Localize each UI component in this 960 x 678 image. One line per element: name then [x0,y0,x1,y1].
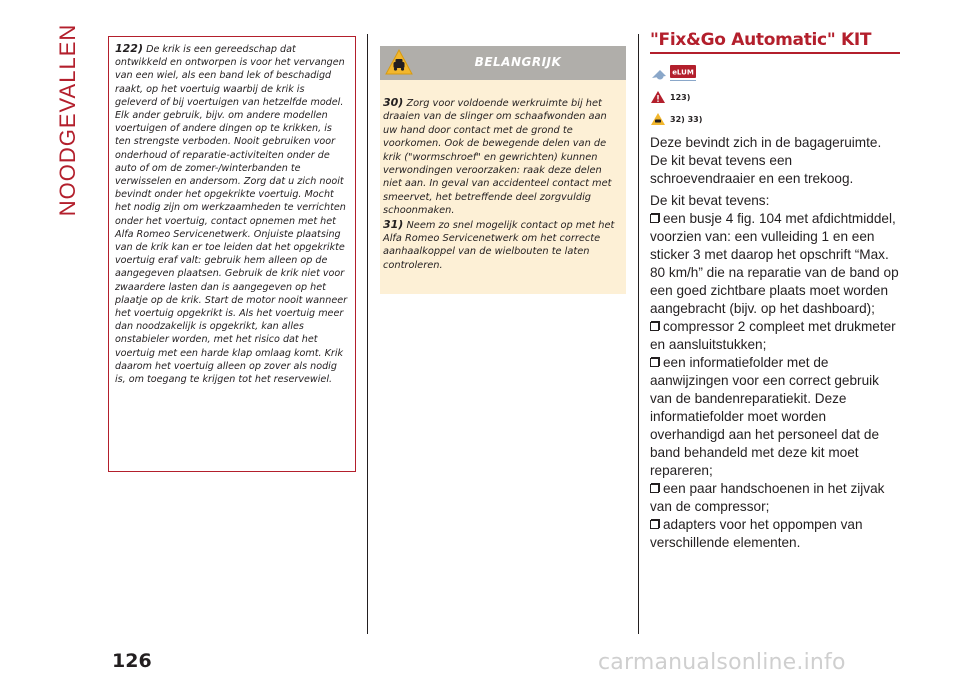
warning-ref: 123) [670,92,691,102]
intro-paragraph: Deze bevindt zich in de bagageruimte. De kit bevat tevens een schroevendraaier en een trekoog. [650,135,882,186]
yellow-car-warning-icon [650,112,666,126]
watermark: carmanualsonline.info [598,650,846,675]
checkbox-bullet-icon [650,214,659,223]
important-header [380,46,626,80]
checkbox-bullet-icon [650,484,659,493]
checkbox-bullet-icon [650,322,659,331]
important-ref-row [650,112,900,126]
warning-ref-row [650,90,900,104]
kit-item [650,210,900,318]
important-item-text: Zorg voor voldoende werkruimte bij het draaien van de slinger om schaafwonden aan uw hand door contact met de grond te voorkomen. Ook de bewegende delen van de krik ("wormschroef" en gewrichten) kunnen verwondingen veroorzaken: raak deze delen niet aan. In geval van accidenteel contact met smeervet, het betreffende deel zorgvuldig schoonmaken. [383,98,612,217]
important-body [380,80,626,272]
checkbox-bullet-icon [650,358,659,367]
kit-item-text: een paar handschoenen in het zijvak van de compressor; [650,481,885,514]
elum-badge-icon [650,64,698,82]
important-ref: 32) 33) [670,114,703,124]
kit-item [650,516,900,552]
elum-badge-row [650,64,900,82]
kit-item [650,480,900,516]
kit-item [650,354,900,480]
kit-item-text: een busje 4 fig. 104 met afdichtmiddel, voorzien van: een vulleiding 1 en een sticker 3 met daarop het opschrift “Max. 80 km/h” die na reparatie van de band op een goed zichtbare plaats moet worden aangebracht (bijv. op het dashboard); [650,211,899,316]
red-warning-icon [650,90,666,104]
kit-item [650,318,900,354]
section-title: "Fix&Go Automatic" KIT [650,30,900,54]
warning-text: De krik is een gereedschap dat ontwikkeld en ontworpen is voor het vervangen van een wiel, als een band lek of beschadigd raakt, op het voertuig waarbij de krik is geleverd of bij voertuigen van hetzelfde model. Elk ander gebruik, bijv. om andere modellen voertuigen of andere dingen op te krikken, is ten strengste verboden. Nooit gebruiken voor onderhoud of reparatie-activiteiten onder de auto of om de zomer-/winterbanden te verwisselen en andersom. Zorg dat u zich nooit bevindt onder het opgekrikte voertuig. Mocht het nodig zijn om werkzaamheden te verrichten onder het voertuig, contact opnemen met het Alfa Romeo Servicenetwerk. Onjuiste plaatsing van de krik kan er toe leiden dat het opgekrikte voertuig eraf valt: gebruik hem alleen op de aangegeven plaatsen. Gebruik de krik niet voor zwaardere lasten dan is aangegeven op het plaatje op de krik. Start de motor nooit wanneer het voertuig opgekrikt is. Als het voertuig meer dan noodzakelijk is opgekrikt, kan alles onstabieler worden, met het risico dat het voertuig met een harde klap omlaag komt. Krik daarom het voertuig alleen op zover als nodig is, om toegang te krijgen tot het reservewiel. [115,44,348,386]
checkbox-bullet-icon [650,520,659,529]
important-item [383,218,623,273]
important-box [380,46,626,294]
page-number: 126 [112,650,152,672]
list-intro: De kit bevat tevens: [650,193,770,208]
important-item-text: Neem zo snel mogelijk contact op met het Alfa Romeo Servicenetwerk om het correcte aanhaalkoppel van de wielbouten te laten controleren. [383,219,615,271]
side-tab-label: NOODGEVALLEN [55,23,80,217]
elum-badge-text: eLUM [672,68,694,77]
important-item-number: 30) [383,96,404,109]
section-side-tab [55,23,80,217]
column-divider-right [638,34,639,634]
important-title: BELANGRIJK [474,55,562,69]
warning-number: 122) [115,42,143,55]
column-divider-left [367,34,368,634]
important-item [383,96,623,218]
warning-box [108,36,356,472]
kit-item-text: compressor 2 compleet met drukmeter en aansluitstukken; [650,319,896,352]
important-item-number: 31) [383,217,404,231]
kit-item-text: een informatiefolder met de aanwijzingen voor een correct gebruik van de bandenreparatiekit. Deze informatiefolder moet worden overhandigd aan het personeel dat de band behandeld met deze kit moet repareren; [650,355,880,478]
fixgo-section [650,30,900,552]
kit-item-text: adapters voor het oppompen van verschillende elementen. [650,517,863,550]
